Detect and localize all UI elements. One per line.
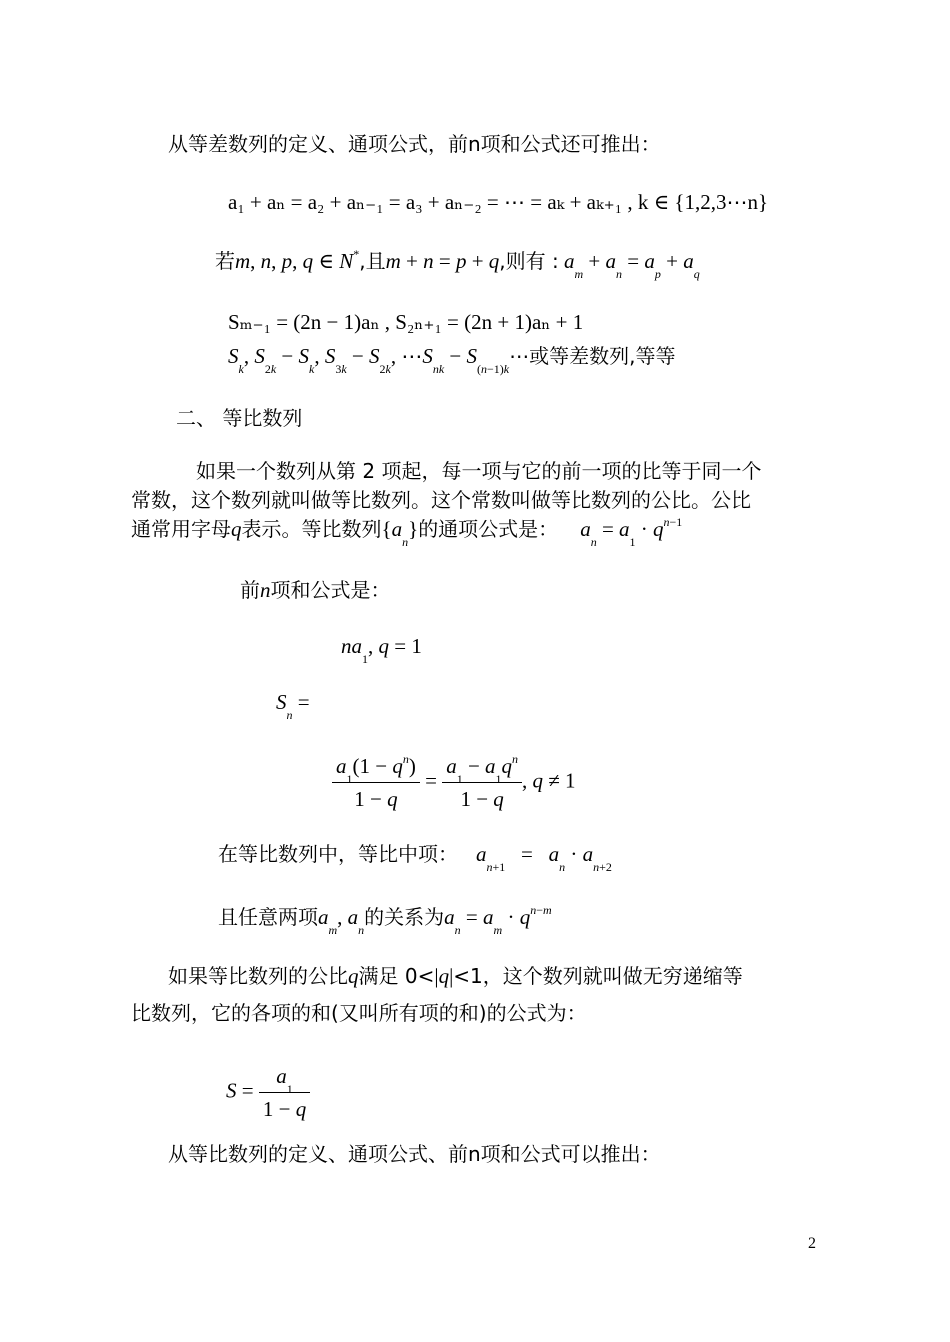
arith-identity-4: $S_k$, $S_{2k} - S_k$, $S_{3k} - S_{2k}$, $\cdots S_{nk}$ − $S_{(n-1)k}\cdots$或等差数列,等等 [228, 344, 676, 376]
infinite-series-line-1a: 如果等比数列的公比 [168, 964, 348, 988]
geo-definition-line-2 [131, 486, 751, 514]
sum-intro-a: 前 [240, 578, 260, 602]
sum-intro: 前n项和公式是： [240, 578, 391, 602]
mid-term: 在等比数列中，等比中项： $a_{n+1} = a_n \cdot a_{n+2}$ [218, 842, 612, 874]
arith-identity-1-text: a₁ + aₙ = a₂ + aₙ₋₁ = a₃ + aₙ₋₂ = ⋯ = aₖ + aₖ₊₁ , k ∈ {1,2,3⋯n} [228, 190, 769, 214]
geo-definition-line-1 [196, 457, 761, 485]
arith-identity-2-prefix: 若 [215, 249, 235, 273]
any-two-terms: 且任意两项$a_m$, $a_n$的关系为$a_n = a_m \cdot q^{n-m}$ [218, 903, 552, 937]
intro-geo-text: 从等比数列的定义、通项公式、前n项和公式可以推出： [168, 1142, 661, 1166]
arith-identity-3 [228, 308, 583, 336]
geo-definition-line-3: 通常用字母q表示。等比数列$\{a_n\}$的通项公式是： $a_n = a_1 \cdot q^{n-1}$ [131, 515, 683, 549]
page-number: 2 [808, 1235, 816, 1252]
section-title-text: 二、 等比数列 [176, 406, 303, 430]
infinite-series-line-1: 如果等比数列的公比q满足 0<|q|<1，这个数列就叫做无穷递缩等 [168, 964, 743, 988]
intro-geo [168, 1140, 661, 1168]
geo-definition-line-3a: 通常用字母 [131, 517, 231, 541]
geo-definition-line-3b: 表示。等比数列 [241, 517, 382, 541]
arith-identity-1 [228, 188, 768, 216]
infinite-series-line-2-text: 比数列，它的各项的和(又叫所有项的和)的公式为： [131, 1001, 587, 1025]
infinite-sum-formula: S = $\frac{a_1}{1 - q}$ [226, 1062, 310, 1123]
any-two-terms-b: 的关系为 [364, 905, 445, 929]
section-title [176, 404, 302, 432]
geo-definition-line-2-text: 常数，这个数列就叫做等比数列。这个常数叫做等比数列的公比。公比 [131, 488, 751, 512]
intro-arith-text: 从等差数列的定义、通项公式，前n项和公式还可推出： [168, 132, 661, 156]
arith-identity-2: 若m, n, p, q ∈ N*,且m + n = p + q,则有 : $a_m + a_n = a_p + a_q$ [215, 247, 700, 281]
sum-intro-b: 项和公式是： [270, 578, 391, 602]
infinite-series-line-1b: 满足 0< [358, 964, 435, 988]
mid-term-label: 在等比数列中，等比中项： [218, 842, 458, 866]
arith-identity-2-then: ,则有 : [499, 249, 559, 273]
sum-case-1: $na_1$, q = 1 [341, 634, 422, 666]
sum-case-2: $\frac{a_1(1 - q^n)}{1 - q}$ = $\frac{a_1 - a_1q^n}{1 - q}$ , q ≠ 1 [332, 752, 576, 813]
infinite-series-line-2 [131, 999, 587, 1027]
sum-lhs: $S_n$ = [276, 690, 310, 722]
intro-arith [168, 130, 661, 158]
arith-identity-3-text: Sₘ₋₁ = (2n − 1)aₙ , S₂ₙ₊₁ = (2n + 1)aₙ + 1 [228, 310, 584, 334]
arith-identity-2-mid: ,且 [359, 249, 386, 273]
arith-identity-4-suffix: ⋯或等差数列,等等 [509, 344, 676, 368]
geo-definition-line-1-text: 如果一个数列从第 2 项起，每一项与它的前一项的比等于同一个 [196, 459, 762, 483]
any-two-terms-a: 且任意两项 [218, 905, 318, 929]
infinite-series-line-1c: <1，这个数列就叫做无穷递缩等 [453, 964, 743, 988]
geo-definition-line-3c: 的通项公式是： [418, 517, 559, 541]
